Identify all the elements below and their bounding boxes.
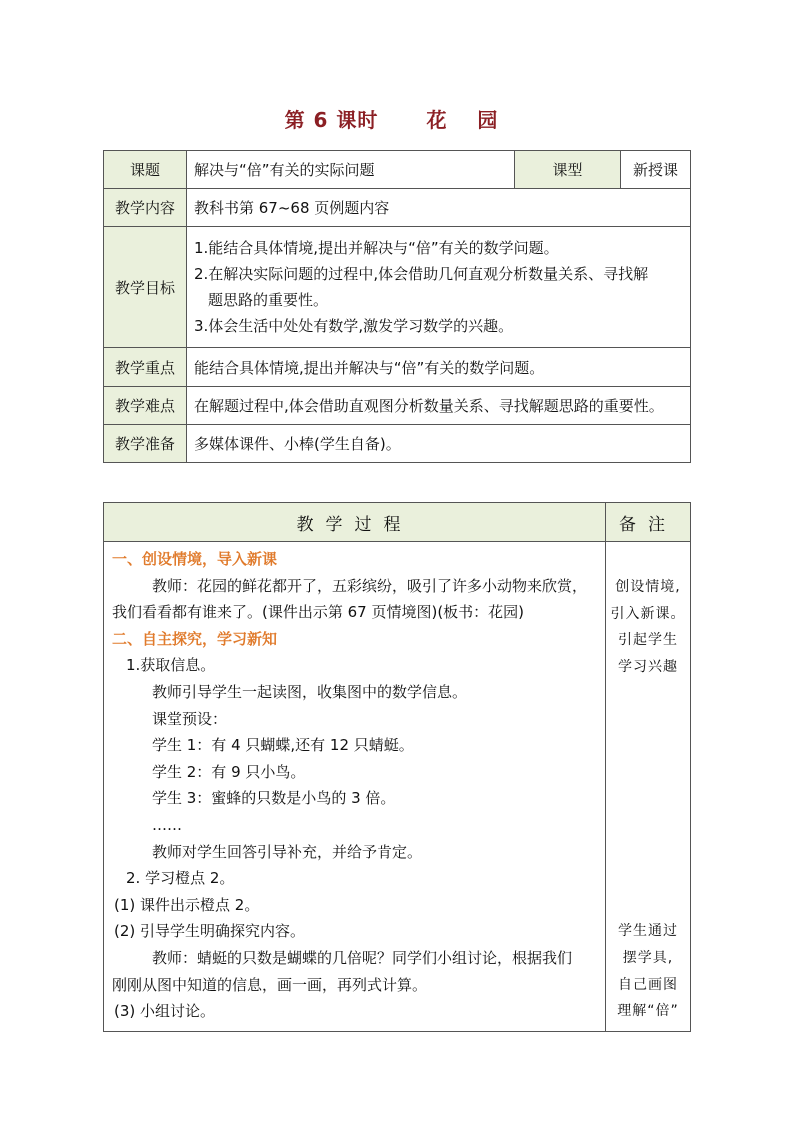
prep-label: 教学准备 <box>104 425 187 463</box>
note-line: 自己画图 <box>618 976 678 993</box>
process-line: (3) 小组讨论。 <box>114 1002 216 1021</box>
goal-item: 1.能结合具体情境,提出并解决与“倍”有关的数学问题。 <box>194 239 559 257</box>
process-line: 教师对学生回答引导补充，并给予肯定。 <box>152 842 423 861</box>
process-line: …… <box>152 815 182 834</box>
process-line: 学生 1：有 4 只蝴蝶,还有 12 只蜻蜓。 <box>152 736 414 755</box>
process-header: 教学过程 <box>104 503 606 542</box>
lesson-name: 花 园 <box>426 108 510 132</box>
goals-label: 教学目标 <box>104 227 187 348</box>
note-line: 学习兴趣 <box>618 658 678 675</box>
key-value: 能结合具体情境,提出并解决与“倍”有关的数学问题。 <box>187 348 691 387</box>
prep-value: 多媒体课件、小棒(学生自备)。 <box>187 425 691 463</box>
process-line: 我们看看都有谁来了。(课件出示第 67 页情境图)(板书：花园) <box>112 603 525 622</box>
difficulty-value: 在解题过程中,体会借助直观图分析数量关系、寻找解题思路的重要性。 <box>187 387 691 425</box>
note-line: 创设情境, <box>615 579 681 595</box>
notes-column <box>606 542 691 1032</box>
goal-item: 2.在解决实际问题的过程中,体会借助几何直观分析数量关系、寻找解 <box>194 265 649 283</box>
goal-item: 题思路的重要性。 <box>208 291 329 309</box>
section-heading: 二、自主探究，学习新知 <box>112 629 278 648</box>
note-line: 摆学具, <box>622 949 674 966</box>
process-line: (2) 引导学生明确探究内容。 <box>114 922 306 941</box>
process-body <box>104 542 606 1032</box>
topic-label: 课题 <box>104 151 187 189</box>
process-line: 教师：蜻蜓的只数是蝴蝶的几倍呢？同学们小组讨论，根据我们 <box>152 948 573 967</box>
process-line: 教师：花园的鲜花都开了，五彩缤纷，吸引了许多小动物来欣赏， <box>152 576 588 595</box>
key-label: 教学重点 <box>104 348 187 387</box>
goal-item: 3.体会生活中处处有数学,激发学习数学的兴趣。 <box>194 317 514 335</box>
notes-header: 备注 <box>606 503 691 542</box>
note-line: 引入新课。 <box>610 605 686 622</box>
difficulty-label: 教学难点 <box>104 387 187 425</box>
process-line: 教师引导学生一起读图，收集图中的数学信息。 <box>152 682 468 701</box>
note-line: 引起学生 <box>618 632 678 649</box>
type-value: 新授课 <box>621 151 691 189</box>
teaching-process-table <box>103 502 691 1032</box>
process-line: 学生 3：蜜蜂的只数是小鸟的 3 倍。 <box>152 789 396 808</box>
section-heading: 一、创设情境，导入新课 <box>112 550 278 568</box>
process-line: 学生 2：有 9 只小鸟。 <box>152 762 306 781</box>
note-line: 学生通过 <box>618 923 678 940</box>
type-label: 课型 <box>515 151 621 189</box>
content-label: 教学内容 <box>104 189 187 227</box>
note-group <box>610 918 686 1024</box>
note-line: 理解“倍” <box>617 1003 679 1020</box>
lesson-number: 第 6 课时 <box>284 108 379 132</box>
goals-list <box>187 227 691 348</box>
lesson-info-table <box>103 150 691 463</box>
process-line: 1.获取信息。 <box>126 656 216 675</box>
process-line: 2. 学习橙点 2。 <box>126 869 235 888</box>
note-group <box>610 574 686 680</box>
content-value: 教科书第 67~68 页例题内容 <box>187 189 691 227</box>
page-title <box>0 104 794 133</box>
process-line: (1) 课件出示橙点 2。 <box>114 895 260 914</box>
process-line: 课堂预设： <box>152 709 228 728</box>
process-line: 刚刚从图中知道的信息，画一画，再列式计算。 <box>112 975 428 994</box>
topic-value: 解决与“倍”有关的实际问题 <box>187 151 515 189</box>
